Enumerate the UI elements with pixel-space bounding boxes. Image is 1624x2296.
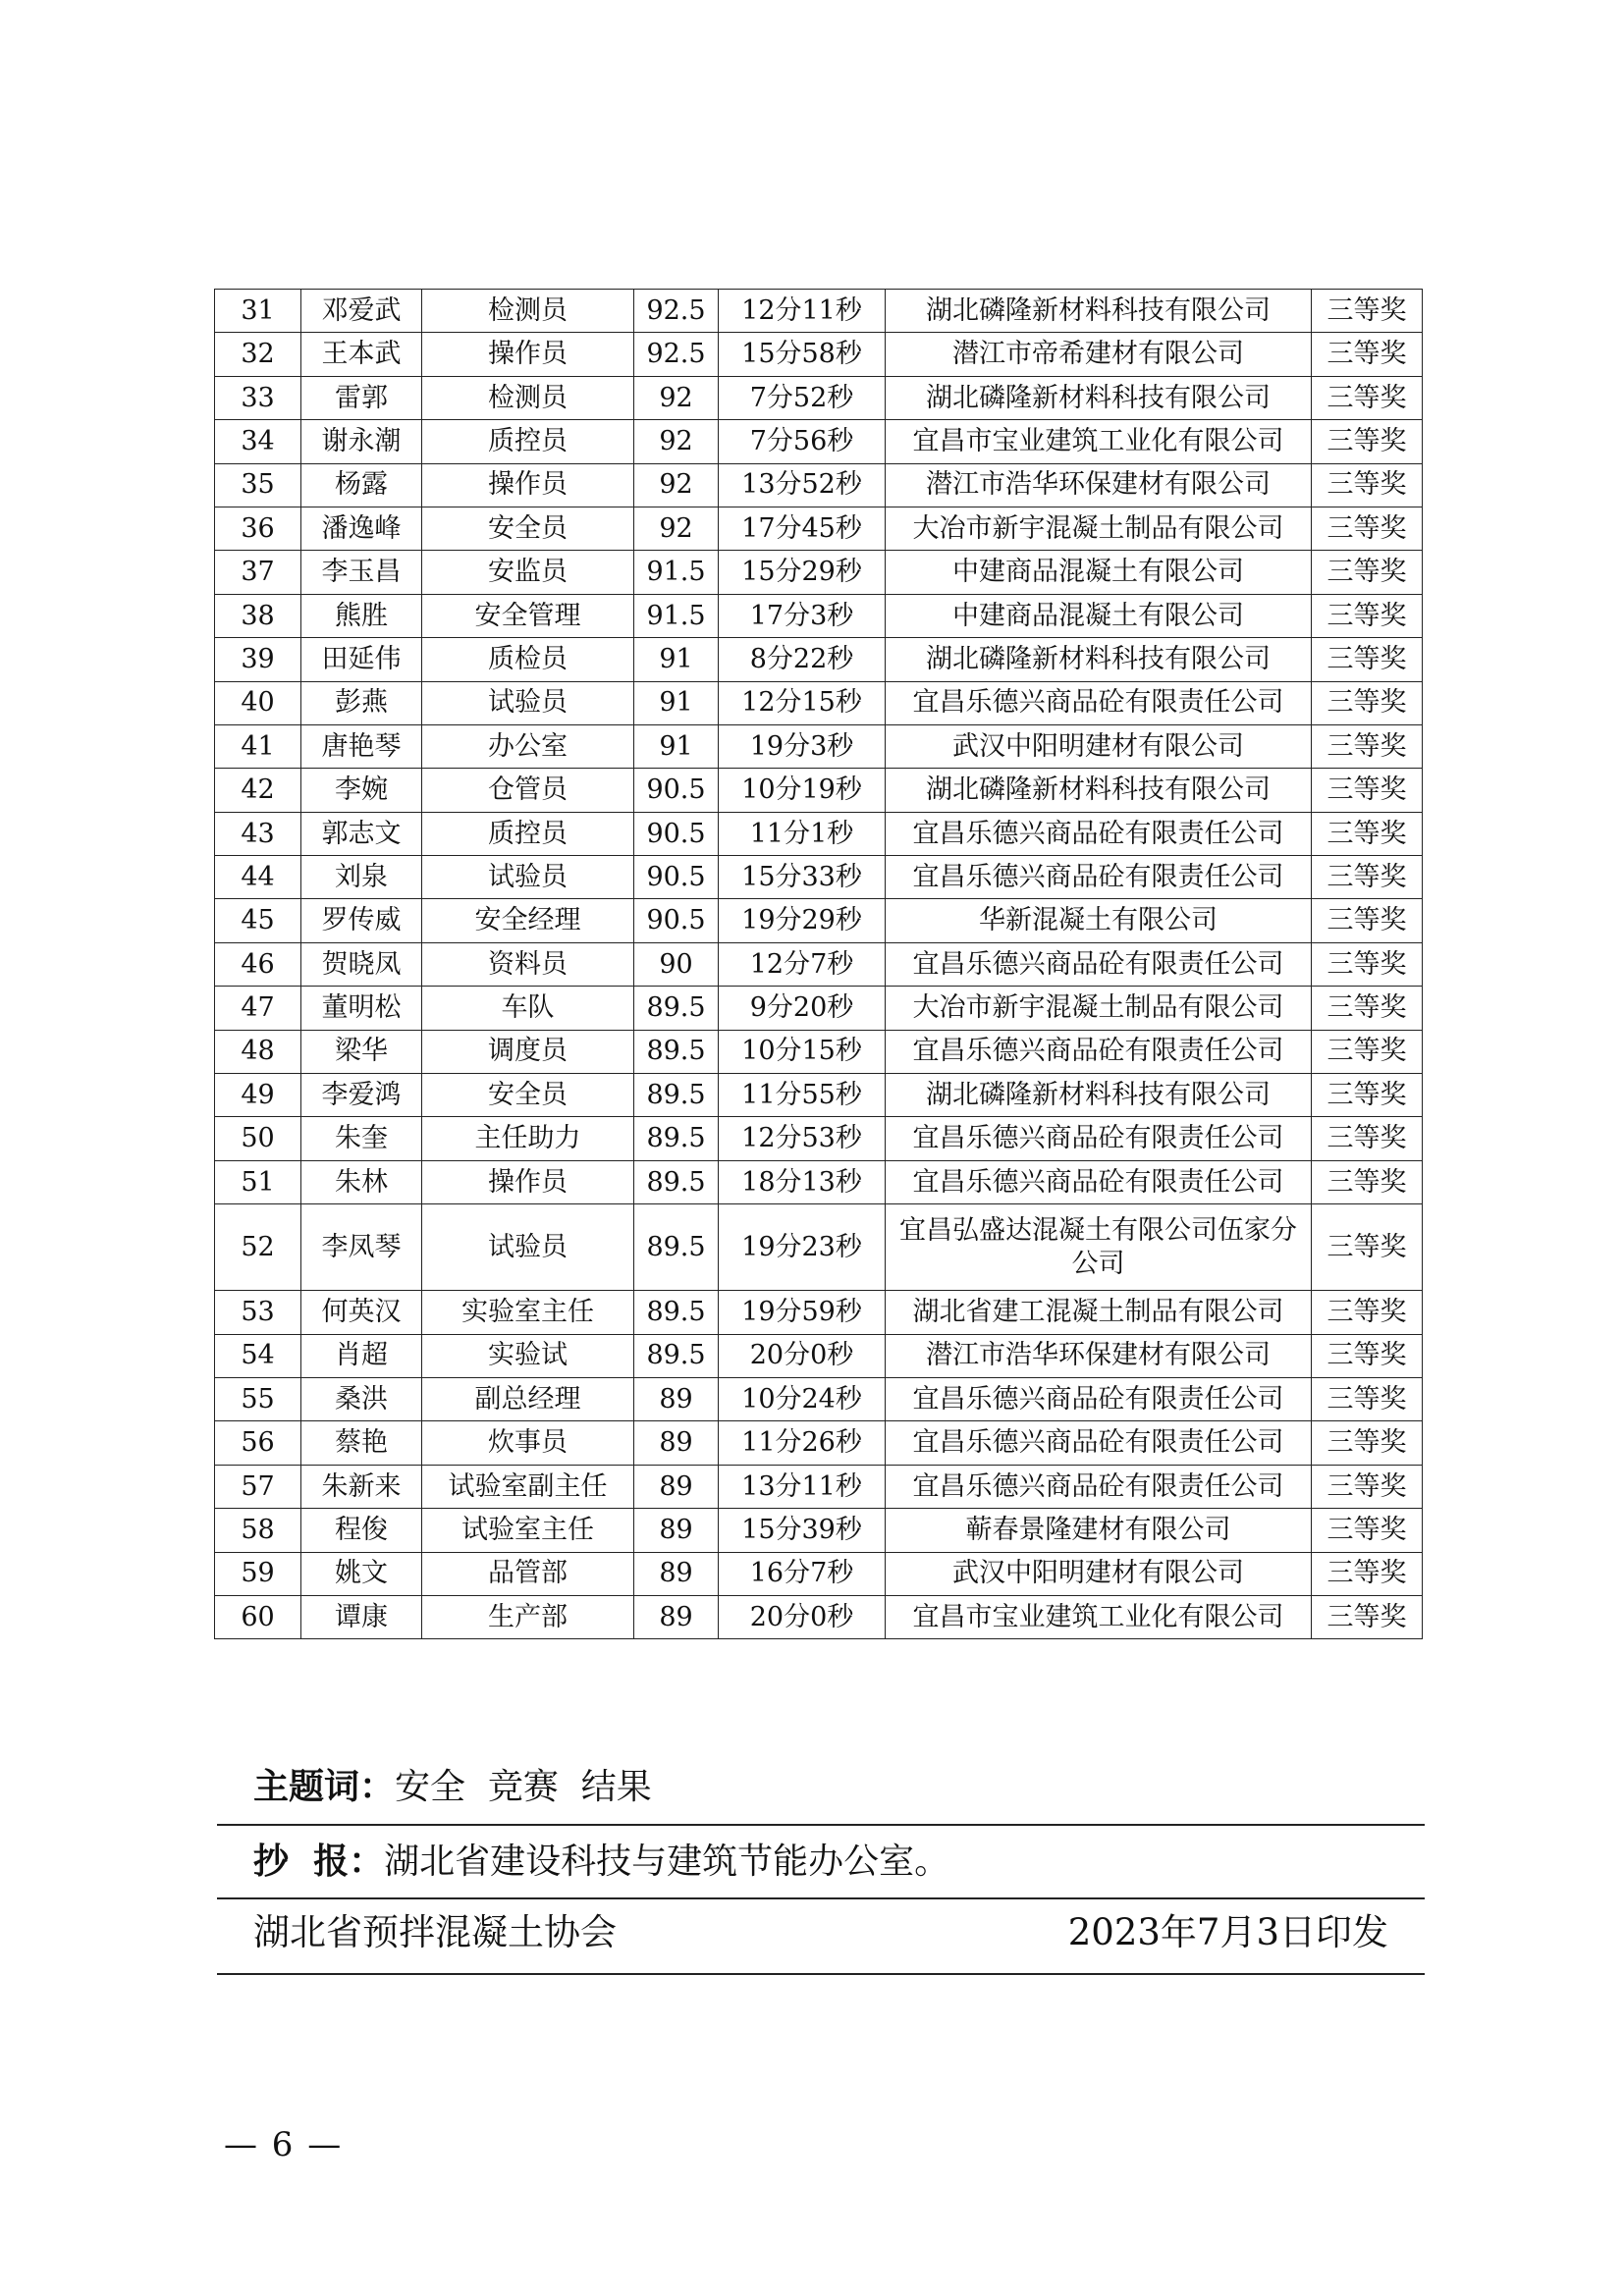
award-cell: 三等奖	[1312, 1291, 1423, 1334]
name-cell: 李爱鸿	[301, 1074, 422, 1117]
company-cell: 宜昌弘盛达混凝土有限公司伍家分公司	[886, 1204, 1312, 1291]
name-cell: 刘泉	[301, 856, 422, 899]
time-cell: 18分13秒	[719, 1160, 886, 1203]
award-cell: 三等奖	[1312, 290, 1423, 333]
company-cell: 宜昌乐德兴商品砼有限责任公司	[886, 1465, 1312, 1508]
score-cell: 89	[634, 1377, 719, 1420]
position-cell: 质控员	[422, 420, 634, 463]
time-cell: 12分15秒	[719, 681, 886, 724]
table-row	[215, 681, 1423, 724]
rank-cell: 54	[215, 1334, 301, 1377]
table-row	[215, 1117, 1423, 1160]
table-row	[215, 1334, 1423, 1377]
name-cell: 雷郭	[301, 376, 422, 419]
position-cell: 车队	[422, 987, 634, 1030]
time-cell: 13分52秒	[719, 463, 886, 507]
position-cell: 试验员	[422, 1204, 634, 1291]
table-row	[215, 507, 1423, 550]
time-cell: 11分26秒	[719, 1421, 886, 1465]
award-cell: 三等奖	[1312, 1377, 1423, 1420]
time-cell: 7分52秒	[719, 376, 886, 419]
position-cell: 副总经理	[422, 1377, 634, 1420]
table-row	[215, 1160, 1423, 1203]
score-cell: 92	[634, 463, 719, 507]
position-cell: 办公室	[422, 724, 634, 768]
position-cell: 生产部	[422, 1595, 634, 1638]
time-cell: 15分39秒	[719, 1509, 886, 1552]
rank-cell: 58	[215, 1509, 301, 1552]
table-row	[215, 1552, 1423, 1595]
award-cell: 三等奖	[1312, 420, 1423, 463]
award-cell: 三等奖	[1312, 551, 1423, 594]
time-cell: 16分7秒	[719, 1552, 886, 1595]
time-cell: 12分11秒	[719, 290, 886, 333]
footer-divider-3	[217, 1973, 1425, 1975]
table-row	[215, 463, 1423, 507]
table-row	[215, 769, 1423, 812]
time-cell: 12分7秒	[719, 942, 886, 986]
score-cell: 90.5	[634, 856, 719, 899]
time-cell: 11分1秒	[719, 812, 886, 855]
award-cell: 三等奖	[1312, 1595, 1423, 1638]
score-cell: 89	[634, 1595, 719, 1638]
position-cell: 安全员	[422, 1074, 634, 1117]
rank-cell: 53	[215, 1291, 301, 1334]
table-row	[215, 724, 1423, 768]
position-cell: 仓管员	[422, 769, 634, 812]
keywords-text: 安全 竞赛 结果	[395, 1767, 652, 1807]
rank-cell: 44	[215, 856, 301, 899]
time-cell: 19分23秒	[719, 1204, 886, 1291]
award-cell: 三等奖	[1312, 681, 1423, 724]
table-row	[215, 594, 1423, 637]
rank-cell: 40	[215, 681, 301, 724]
rank-cell: 35	[215, 463, 301, 507]
rank-cell: 46	[215, 942, 301, 986]
company-cell: 湖北磷隆新材料科技有限公司	[886, 376, 1312, 419]
name-cell: 杨露	[301, 463, 422, 507]
name-cell: 朱奎	[301, 1117, 422, 1160]
award-cell: 三等奖	[1312, 1160, 1423, 1203]
company-cell: 大冶市新宇混凝土制品有限公司	[886, 507, 1312, 550]
award-cell: 三等奖	[1312, 463, 1423, 507]
score-cell: 90.5	[634, 769, 719, 812]
table-row	[215, 1074, 1423, 1117]
award-cell: 三等奖	[1312, 1421, 1423, 1465]
time-cell: 20分0秒	[719, 1334, 886, 1377]
rank-cell: 37	[215, 551, 301, 594]
rank-cell: 41	[215, 724, 301, 768]
keywords-label: 主题词：	[253, 1767, 396, 1807]
rank-cell: 55	[215, 1377, 301, 1420]
award-cell: 三等奖	[1312, 1074, 1423, 1117]
score-cell: 91	[634, 681, 719, 724]
company-cell: 宜昌乐德兴商品砼有限责任公司	[886, 1117, 1312, 1160]
score-cell: 91	[634, 638, 719, 681]
table-row	[215, 1421, 1423, 1465]
position-cell: 安全管理	[422, 594, 634, 637]
company-cell: 宜昌市宝业建筑工业化有限公司	[886, 420, 1312, 463]
time-cell: 10分19秒	[719, 769, 886, 812]
position-cell: 操作员	[422, 333, 634, 376]
company-cell: 宜昌乐德兴商品砼有限责任公司	[886, 856, 1312, 899]
score-cell: 92.5	[634, 290, 719, 333]
name-cell: 邓爱武	[301, 290, 422, 333]
award-cell: 三等奖	[1312, 333, 1423, 376]
rank-cell: 39	[215, 638, 301, 681]
name-cell: 程俊	[301, 1509, 422, 1552]
table-row	[215, 1595, 1423, 1638]
score-cell: 89.5	[634, 1204, 719, 1291]
score-cell: 90.5	[634, 899, 719, 942]
time-cell: 7分56秒	[719, 420, 886, 463]
name-cell: 桑洪	[301, 1377, 422, 1420]
table-row	[215, 1291, 1423, 1334]
company-cell: 武汉中阳明建材有限公司	[886, 724, 1312, 768]
award-cell: 三等奖	[1312, 638, 1423, 681]
name-cell: 肖超	[301, 1334, 422, 1377]
time-cell: 17分45秒	[719, 507, 886, 550]
name-cell: 潘逸峰	[301, 507, 422, 550]
position-cell: 安全经理	[422, 899, 634, 942]
name-cell: 田延伟	[301, 638, 422, 681]
award-cell: 三等奖	[1312, 1334, 1423, 1377]
award-cell: 三等奖	[1312, 594, 1423, 637]
score-cell: 89.5	[634, 1160, 719, 1203]
award-cell: 三等奖	[1312, 899, 1423, 942]
cc-label: 抄 报：	[253, 1842, 385, 1882]
table-row	[215, 1465, 1423, 1508]
position-cell: 安全员	[422, 507, 634, 550]
results-table-body	[215, 290, 1423, 1639]
company-cell: 湖北磷隆新材料科技有限公司	[886, 1074, 1312, 1117]
rank-cell: 50	[215, 1117, 301, 1160]
score-cell: 92	[634, 507, 719, 550]
time-cell: 10分15秒	[719, 1030, 886, 1073]
position-cell: 实验室主任	[422, 1291, 634, 1334]
company-cell: 湖北磷隆新材料科技有限公司	[886, 290, 1312, 333]
position-cell: 品管部	[422, 1552, 634, 1595]
table-row	[215, 812, 1423, 855]
award-cell: 三等奖	[1312, 942, 1423, 986]
time-cell: 19分29秒	[719, 899, 886, 942]
time-cell: 12分53秒	[719, 1117, 886, 1160]
position-cell: 试验员	[422, 856, 634, 899]
table-row	[215, 856, 1423, 899]
score-cell: 89.5	[634, 1291, 719, 1334]
time-cell: 9分20秒	[719, 987, 886, 1030]
position-cell: 调度员	[422, 1030, 634, 1073]
award-cell: 三等奖	[1312, 856, 1423, 899]
score-cell: 89	[634, 1552, 719, 1595]
award-cell: 三等奖	[1312, 1552, 1423, 1595]
award-cell: 三等奖	[1312, 724, 1423, 768]
company-cell: 湖北磷隆新材料科技有限公司	[886, 638, 1312, 681]
score-cell: 89	[634, 1421, 719, 1465]
company-cell: 宜昌乐德兴商品砼有限责任公司	[886, 681, 1312, 724]
position-cell: 试验室副主任	[422, 1465, 634, 1508]
company-cell: 潜江市浩华环保建材有限公司	[886, 1334, 1312, 1377]
name-cell: 唐艳琴	[301, 724, 422, 768]
time-cell: 20分0秒	[719, 1595, 886, 1638]
issuer-name: 湖北省预拌混凝土协会	[253, 1911, 617, 1953]
table-row	[215, 551, 1423, 594]
company-cell: 宜昌乐德兴商品砼有限责任公司	[886, 1377, 1312, 1420]
score-cell: 92	[634, 420, 719, 463]
award-cell: 三等奖	[1312, 987, 1423, 1030]
award-cell: 三等奖	[1312, 507, 1423, 550]
name-cell: 姚文	[301, 1552, 422, 1595]
company-cell: 大冶市新宇混凝土制品有限公司	[886, 987, 1312, 1030]
company-cell: 中建商品混凝土有限公司	[886, 551, 1312, 594]
time-cell: 15分58秒	[719, 333, 886, 376]
score-cell: 89.5	[634, 1334, 719, 1377]
rank-cell: 42	[215, 769, 301, 812]
company-cell: 潜江市浩华环保建材有限公司	[886, 463, 1312, 507]
rank-cell: 43	[215, 812, 301, 855]
name-cell: 梁华	[301, 1030, 422, 1073]
name-cell: 彭燕	[301, 681, 422, 724]
name-cell: 朱新来	[301, 1465, 422, 1508]
table-row	[215, 899, 1423, 942]
award-cell: 三等奖	[1312, 812, 1423, 855]
issue-date: 2023年7月3日印发	[1067, 1911, 1388, 1953]
rank-cell: 51	[215, 1160, 301, 1203]
company-cell: 宜昌乐德兴商品砼有限责任公司	[886, 1160, 1312, 1203]
score-cell: 92.5	[634, 333, 719, 376]
rank-cell: 36	[215, 507, 301, 550]
name-cell: 何英汉	[301, 1291, 422, 1334]
rank-cell: 57	[215, 1465, 301, 1508]
name-cell: 蔡艳	[301, 1421, 422, 1465]
rank-cell: 34	[215, 420, 301, 463]
position-cell: 操作员	[422, 1160, 634, 1203]
company-cell: 华新混凝土有限公司	[886, 899, 1312, 942]
company-cell: 宜昌乐德兴商品砼有限责任公司	[886, 942, 1312, 986]
name-cell: 李凤琴	[301, 1204, 422, 1291]
time-cell: 15分33秒	[719, 856, 886, 899]
table-row	[215, 638, 1423, 681]
time-cell: 10分24秒	[719, 1377, 886, 1420]
company-cell: 宜昌乐德兴商品砼有限责任公司	[886, 812, 1312, 855]
name-cell: 李婉	[301, 769, 422, 812]
name-cell: 郭志文	[301, 812, 422, 855]
rank-cell: 33	[215, 376, 301, 419]
table-row	[215, 420, 1423, 463]
time-cell: 8分22秒	[719, 638, 886, 681]
name-cell: 朱林	[301, 1160, 422, 1203]
rank-cell: 48	[215, 1030, 301, 1073]
score-cell: 89.5	[634, 987, 719, 1030]
company-cell: 宜昌乐德兴商品砼有限责任公司	[886, 1421, 1312, 1465]
position-cell: 安监员	[422, 551, 634, 594]
name-cell: 李玉昌	[301, 551, 422, 594]
award-cell: 三等奖	[1312, 376, 1423, 419]
table-row	[215, 1509, 1423, 1552]
time-cell: 13分11秒	[719, 1465, 886, 1508]
award-cell: 三等奖	[1312, 1030, 1423, 1073]
company-cell: 蕲春景隆建材有限公司	[886, 1509, 1312, 1552]
time-cell: 11分55秒	[719, 1074, 886, 1117]
score-cell: 89.5	[634, 1030, 719, 1073]
position-cell: 检测员	[422, 376, 634, 419]
rank-cell: 31	[215, 290, 301, 333]
time-cell: 19分59秒	[719, 1291, 886, 1334]
position-cell: 资料员	[422, 942, 634, 986]
table-row	[215, 333, 1423, 376]
company-cell: 武汉中阳明建材有限公司	[886, 1552, 1312, 1595]
page-number: — 6 —	[224, 2125, 344, 2164]
name-cell: 王本武	[301, 333, 422, 376]
table-row	[215, 1377, 1423, 1420]
score-cell: 89.5	[634, 1117, 719, 1160]
score-cell: 89.5	[634, 1074, 719, 1117]
time-cell: 15分29秒	[719, 551, 886, 594]
rank-cell: 52	[215, 1204, 301, 1291]
position-cell: 检测员	[422, 290, 634, 333]
rank-cell: 59	[215, 1552, 301, 1595]
company-cell: 中建商品混凝土有限公司	[886, 594, 1312, 637]
time-cell: 19分3秒	[719, 724, 886, 768]
award-cell: 三等奖	[1312, 1465, 1423, 1508]
award-cell: 三等奖	[1312, 1509, 1423, 1552]
rank-cell: 49	[215, 1074, 301, 1117]
rank-cell: 32	[215, 333, 301, 376]
position-cell: 主任助力	[422, 1117, 634, 1160]
cc-line	[253, 1834, 949, 1884]
award-cell: 三等奖	[1312, 1117, 1423, 1160]
footer-divider-2	[217, 1897, 1425, 1899]
company-cell: 宜昌市宝业建筑工业化有限公司	[886, 1595, 1312, 1638]
name-cell: 谢永潮	[301, 420, 422, 463]
name-cell: 熊胜	[301, 594, 422, 637]
table-row	[215, 290, 1423, 333]
score-cell: 89	[634, 1465, 719, 1508]
name-cell: 贺晓凤	[301, 942, 422, 986]
company-cell: 潜江市帝希建材有限公司	[886, 333, 1312, 376]
score-cell: 91.5	[634, 551, 719, 594]
rank-cell: 47	[215, 987, 301, 1030]
score-cell: 91	[634, 724, 719, 768]
company-cell: 宜昌乐德兴商品砼有限责任公司	[886, 1030, 1312, 1073]
position-cell: 试验员	[422, 681, 634, 724]
time-cell: 17分3秒	[719, 594, 886, 637]
rank-cell: 60	[215, 1595, 301, 1638]
name-cell: 罗传威	[301, 899, 422, 942]
score-cell: 92	[634, 376, 719, 419]
score-cell: 90	[634, 942, 719, 986]
position-cell: 质控员	[422, 812, 634, 855]
company-cell: 湖北磷隆新材料科技有限公司	[886, 769, 1312, 812]
position-cell: 实验试	[422, 1334, 634, 1377]
score-cell: 89	[634, 1509, 719, 1552]
name-cell: 谭康	[301, 1595, 422, 1638]
award-cell: 三等奖	[1312, 1204, 1423, 1291]
name-cell: 董明松	[301, 987, 422, 1030]
score-cell: 90.5	[634, 812, 719, 855]
rank-cell: 38	[215, 594, 301, 637]
position-cell: 操作员	[422, 463, 634, 507]
footer-divider-1	[217, 1824, 1425, 1826]
table-row	[215, 376, 1423, 419]
rank-cell: 45	[215, 899, 301, 942]
position-cell: 炊事员	[422, 1421, 634, 1465]
table-row	[215, 1204, 1423, 1291]
score-cell: 91.5	[634, 594, 719, 637]
award-cell: 三等奖	[1312, 769, 1423, 812]
results-table	[214, 289, 1423, 1639]
keywords-line	[253, 1759, 652, 1809]
table-row	[215, 1030, 1423, 1073]
position-cell: 质检员	[422, 638, 634, 681]
cc-text: 湖北省建设科技与建筑节能办公室。	[384, 1842, 950, 1882]
table-row	[215, 942, 1423, 986]
rank-cell: 56	[215, 1421, 301, 1465]
position-cell: 试验室主任	[422, 1509, 634, 1552]
table-row	[215, 987, 1423, 1030]
company-cell: 湖北省建工混凝土制品有限公司	[886, 1291, 1312, 1334]
